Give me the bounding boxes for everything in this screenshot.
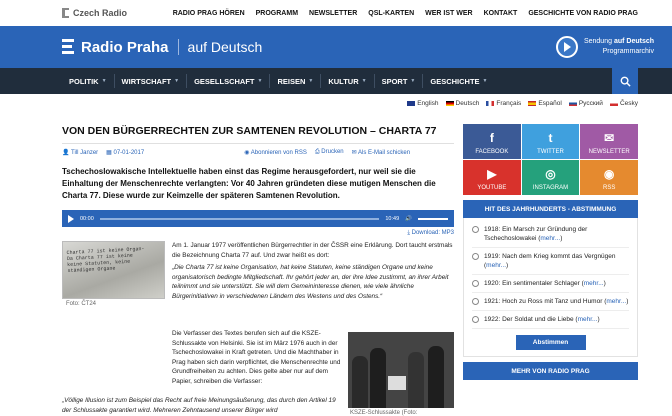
facebook-tile[interactable]: f FACEBOOK (463, 124, 521, 159)
chevron-down-icon: ▼ (101, 78, 107, 84)
article-quote: „Die Charta 77 ist keine Organisation, hat keine Statuten, keine ständigen Organe und keine organisatorisch bedingte Mitgliedschaft. Ihr gehört jeder an, der ihre Idee zustimmt, an ihrer Arbeit teilnimmt und sie unterstützt. Sie will dem Gemeininteresse dienen, wie viele ähnliche Bürgerinitiativen in verschiedenen Ländern des Westens und des Ostens.“ (172, 264, 449, 300)
twitter-icon: t (548, 131, 553, 145)
chevron-down-icon: ▼ (174, 78, 180, 84)
nav-politik[interactable]: POLITIK ▼ (69, 76, 107, 86)
rss-link[interactable]: ◉ Abonnieren von RSS (244, 150, 307, 156)
audio-player (62, 210, 454, 227)
toplink-programm[interactable]: PROGRAMM (255, 9, 299, 17)
lang-espanol[interactable]: Español (528, 100, 562, 107)
radio-button[interactable] (472, 316, 479, 323)
french-flag-icon (486, 101, 494, 106)
poll-more-link[interactable]: mehr... (486, 262, 507, 269)
poll-box (463, 218, 638, 357)
toplink-listen[interactable]: RADIO PRAG HÖREN (172, 9, 245, 17)
nav-sport[interactable]: SPORT ▼ (381, 76, 416, 86)
photo-caption: KSZE-Schlussakte (Foto: (350, 410, 418, 416)
czech-radio-logo[interactable] (62, 8, 127, 18)
top-links (173, 10, 638, 17)
youtube-tile[interactable]: ▶ YOUTUBE (463, 160, 521, 195)
german-flag-icon (446, 101, 454, 106)
chevron-down-icon: ▼ (308, 78, 314, 84)
mail-icon: ✉ (351, 150, 359, 156)
photo-caption: Foto: ČT24 (66, 301, 97, 307)
czech-radio-logo-icon (62, 8, 69, 18)
player-current-time: 00:00 (80, 215, 94, 222)
poll-option[interactable]: 1922: Der Soldat und die Liebe (mehr...) (472, 311, 629, 329)
player-duration: 10:49 (385, 215, 400, 222)
print-icon: ⎙ (314, 149, 322, 155)
poll-more-link[interactable]: mehr... (606, 298, 627, 305)
person-icon: 👤 (62, 150, 72, 156)
spanish-flag-icon (528, 101, 536, 106)
document-typed-text: Charta 77 ist keine Organ- Da Charta 77 ist keine keine Statuten, keine ständigen Organe (66, 245, 145, 275)
poll-option[interactable]: 1919: Nach dem Krieg kommt das Vergnügen (mehr...) (472, 248, 629, 275)
poll-option[interactable]: 1920: Ein sentimentaler Schlager (mehr...) (472, 275, 629, 293)
site-title: Radio Praha (81, 38, 169, 56)
nav-wirtschaft[interactable]: WIRTSCHAFT ▼ (121, 76, 180, 86)
top-bar (0, 0, 672, 26)
title-separator (178, 39, 179, 55)
play-icon[interactable] (68, 215, 74, 223)
facebook-icon: f (489, 131, 494, 145)
toplink-qsl[interactable]: QSL-KARTEN (368, 9, 415, 17)
lang-english[interactable]: English (407, 100, 438, 107)
rss-tile[interactable]: ◉ RSS (580, 160, 638, 195)
poll-more-link[interactable]: mehr... (583, 280, 604, 287)
czech-flag-icon (610, 101, 618, 106)
toplink-newsletter[interactable]: NEWSLETTER (309, 9, 358, 17)
poll-title: HIT DES JAHRHUNDERTS - ABSTIMMUNG (463, 200, 638, 218)
ksze-photo[interactable] (348, 332, 454, 408)
rss-icon: ◉ (603, 167, 615, 181)
chevron-down-icon: ▼ (257, 78, 263, 84)
poll-more-link[interactable]: mehr... (540, 235, 561, 242)
chevron-down-icon: ▼ (410, 78, 416, 84)
sidebar (463, 124, 638, 380)
toplink-geschichte[interactable]: GESCHICHTE VON RADIO PRAG (528, 9, 638, 17)
vote-button[interactable]: Abstimmen (516, 335, 586, 350)
toplink-kontakt[interactable]: KONTAKT (483, 9, 518, 17)
instagram-tile[interactable]: ◎ INSTAGRAM (522, 160, 580, 195)
article-lead: Tschechoslowakische Intellektuelle haben einst das Regime herausgefordert, nur weil sie die Einhaltung der Menschenrechte verlangten: Vor 40 Jahren gründeten diese mutigen Menschen die Charta 77. Diese wurde zur Keimzelle der späteren Samtenen Revolution. (62, 167, 436, 200)
radio-button[interactable] (472, 280, 479, 287)
email-link[interactable]: ✉ Als E-Mail schicken (351, 150, 411, 156)
mail-icon: ✉ (604, 131, 615, 145)
article-date: ▦ 07-01-2017 (106, 150, 145, 156)
lang-deutsch[interactable]: Deutsch (446, 100, 480, 107)
language-switcher (0, 94, 672, 112)
youtube-icon: ▶ (487, 167, 497, 181)
charta77-document-photo[interactable] (62, 241, 165, 299)
main-nav (0, 68, 672, 94)
print-link[interactable]: ⎙ Drucken (314, 149, 344, 155)
live-stream-widget (556, 36, 654, 58)
volume-icon[interactable]: 🔊 (405, 215, 412, 222)
download-icon: ⤓ (407, 230, 412, 236)
search-icon (620, 76, 631, 87)
article-paragraph: Am 1. Januar 1977 veröffentlichen Bürgerrechtler in der ČSSR eine Erklärung. Dort taucht erstmals die Bezeichnung Charta 77 auf. Und zwar heißt es dort: (172, 242, 453, 259)
newsletter-tile[interactable]: ✉ NEWSLETTER (580, 124, 638, 159)
social-tiles (463, 124, 638, 195)
article (62, 118, 454, 416)
search-button[interactable] (612, 68, 638, 94)
radio-button[interactable] (472, 253, 479, 260)
toplink-wer-ist-wer[interactable]: WER IST WER (425, 9, 473, 17)
poll-option[interactable]: 1921: Hoch zu Ross mit Tanz und Humor (mehr...) (472, 293, 629, 311)
site-banner (0, 26, 672, 68)
poll-more-link[interactable]: mehr... (577, 316, 598, 323)
site-subtitle: auf Deutsch (187, 39, 263, 55)
chevron-down-icon: ▼ (361, 78, 367, 84)
calendar-icon: ▦ (106, 150, 114, 156)
sendung-label: Sendung auf Deutsch (583, 38, 654, 45)
article-headline: VON DEN BÜRGERRECHTEN ZUR SAMTENEN REVOLUTION – CHARTA 77 (62, 118, 454, 144)
more-from-radio-prag-heading: MEHR VON RADIO PRAG (463, 362, 638, 380)
lang-francais[interactable]: Français (486, 100, 521, 107)
author-link[interactable]: 👤 Till Janzer (62, 150, 99, 156)
chevron-down-icon: ▼ (482, 78, 488, 84)
instagram-icon: ◎ (545, 167, 556, 181)
nav-kultur[interactable]: KULTUR ▼ (328, 76, 367, 86)
article-paragraph: Die Verfasser des Textes berufen sich auf die KSZE-Schlussakte von Helsinki. Sie ist im März 1976 auch in der Tschechoslowakei in Kraft getreten. Und die Machthaber in Prag haben sich darin verpflichtet, die Menschenrechte und Grundfreiheiten zu achten. Dies gelte aber nur auf dem Papier, schreiben die Verfasser: (172, 330, 341, 385)
programmarchiv-link[interactable]: Programmarchiv (602, 48, 654, 55)
nav-geschichte[interactable]: GESCHICHTE ▼ (430, 76, 488, 86)
twitter-tile[interactable]: t TWITTER (522, 124, 580, 159)
nav-reisen[interactable]: REISEN ▼ (277, 76, 314, 86)
poll-option[interactable]: 1918: Ein Marsch zur Gründung der Tschechoslowakei (mehr...) (472, 221, 629, 248)
radio-button[interactable] (472, 226, 479, 233)
download-link[interactable]: ⤓ Download: MP3 (407, 230, 454, 236)
live-play-icon[interactable] (556, 36, 578, 58)
lang-cesky[interactable]: Česky (610, 100, 638, 107)
article-meta (62, 144, 454, 156)
rss-icon: ◉ (244, 150, 251, 156)
czech-radio-logo-text: Czech Radio (73, 8, 128, 18)
uk-flag-icon (407, 101, 415, 106)
radio-button[interactable] (472, 298, 479, 305)
radio-praha-logo[interactable] (62, 39, 262, 56)
nav-gesellschaft[interactable]: GESELLSCHAFT ▼ (194, 76, 263, 86)
lang-russian[interactable]: Русский (569, 100, 603, 107)
russian-flag-icon (569, 101, 577, 106)
radio-praha-r-icon (62, 39, 74, 55)
player-progress-bar[interactable] (100, 218, 380, 220)
article-text-block (172, 241, 454, 304)
volume-slider[interactable] (418, 218, 448, 220)
article-quote: „Völlige Illusion ist zum Beispiel das Recht auf freie Meinungsäußerung, das durch den Artikel 19 der Schlussakte garantiert wird. Mehreren Zehntausend unserer Bürger wird (62, 397, 336, 414)
